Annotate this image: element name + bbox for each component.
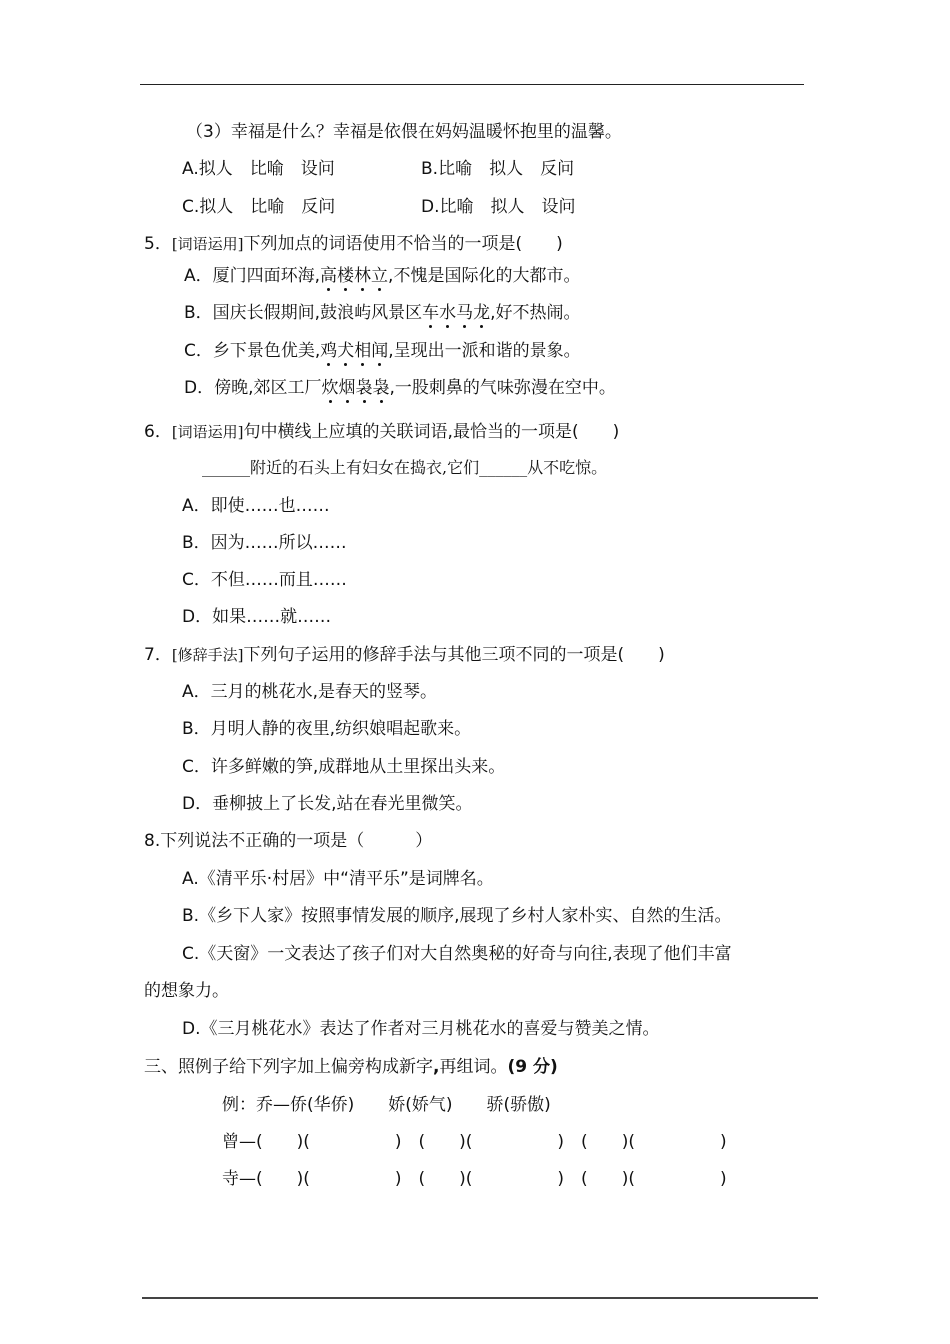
q7-option-b: B．月明人静的夜里,纺织娘唱起歌来。 — [182, 719, 472, 739]
emphasis-char: 炊 — [321, 378, 339, 398]
q5-heading — [144, 232, 563, 256]
emphasis-char: 高 — [320, 266, 338, 286]
emphasis-char: 犬 — [337, 341, 355, 361]
emphasis-char: 袅 — [355, 378, 373, 398]
q5-option-d — [184, 376, 616, 400]
q8-option-a: A.《清平乐·村居》中“清平乐”是词牌名。 — [182, 869, 494, 889]
q6-sentence: ______附近的石头上有妇女在捣衣,它们______从不吃惊。 — [202, 458, 608, 477]
top-rule — [140, 84, 804, 85]
q5-option-d-dotted — [322, 378, 390, 398]
q5-option-d-post: ,一股刺鼻的气味弥漫在空中。 — [389, 378, 616, 398]
q5-number: 5． — [144, 234, 172, 254]
q5-tag: [词语运用] — [171, 235, 244, 253]
emphasis-char: 立 — [371, 266, 389, 286]
q8-heading: 8.下列说法不正确的一项是（ ） — [144, 831, 433, 851]
q5-option-a — [184, 264, 580, 288]
q5-option-c-post: ,呈现出一派和谐的景象。 — [388, 341, 581, 361]
q4-3-option-d: D.比喻 拟人 设问 — [421, 197, 576, 217]
emphasis-char: 龙 — [473, 303, 491, 323]
emphasis-char: 袅 — [372, 378, 390, 398]
q5-option-b — [184, 301, 580, 325]
section3-comma: , — [433, 1057, 440, 1077]
q7-heading — [144, 643, 665, 667]
q5-option-a-post: ,不愧是国际化的大都市。 — [388, 266, 581, 286]
q5-option-b-dotted — [422, 303, 490, 323]
q8-option-b: B.《乡下人家》按照事情发展的顺序,展现了乡村人家朴实、自然的生活。 — [182, 906, 732, 926]
section3-example: 例：乔—侨(华侨) 娇(娇气) 骄(骄傲) — [222, 1095, 551, 1115]
q8-option-c: C.《天窗》一文表达了孩子们对大自然奥秘的好奇与向往,表现了他们丰富 — [182, 944, 732, 964]
q7-option-c: C．许多鲜嫩的笋,成群地从土里探出头来。 — [182, 757, 506, 777]
q5-option-c — [184, 339, 581, 363]
q6-stem: 句中横线上应填的关联词语,最恰当的一项是( ) — [243, 422, 620, 442]
q6-option-a: A．即使……也…… — [182, 496, 330, 516]
q6-heading — [144, 420, 619, 444]
section3-score: (9 分) — [507, 1057, 558, 1077]
q7-number: 7． — [144, 645, 172, 665]
q5-option-a-dotted — [320, 266, 388, 286]
emphasis-char: 烟 — [338, 378, 356, 398]
emphasis-char: 相 — [354, 341, 372, 361]
section3-title: 三、照例子给下列字加上偏旁构成新字 — [144, 1057, 433, 1077]
emphasis-char: 闻 — [371, 341, 389, 361]
q6-option-b: B．因为……所以…… — [182, 533, 347, 553]
q4-3-option-b: B.比喻 拟人 反问 — [421, 159, 575, 179]
q5-option-d-pre: D．傍晚,郊区工厂 — [184, 378, 322, 398]
q4-3-stem: （3）幸福是什么？幸福是依偎在妈妈温暖怀抱里的温馨。 — [186, 122, 622, 142]
emphasis-char: 楼 — [337, 266, 355, 286]
q5-option-a-pre: A．厦门四面环海, — [184, 266, 321, 286]
q4-3-option-c: C.拟人 比喻 反问 — [182, 197, 336, 217]
q6-option-c: C．不但……而且…… — [182, 570, 347, 590]
section3-title-end: 再组词。 — [439, 1057, 508, 1077]
q7-option-d: D．垂柳披上了长发,站在春光里微笑。 — [182, 794, 473, 814]
emphasis-char: 车 — [422, 303, 440, 323]
q8-option-c-continued: 的想象力。 — [144, 981, 229, 1001]
section3-row-ceng: 曾—( )( ) ( )( ) ( )( ) — [222, 1132, 727, 1152]
q5-stem: 下列加点的词语使用不恰当的一项是( ) — [243, 234, 563, 254]
emphasis-char: 林 — [354, 266, 372, 286]
q6-tag: [词语运用] — [171, 423, 244, 441]
q5-option-c-pre: C．乡下景色优美, — [184, 341, 321, 361]
q7-option-a: A．三月的桃花水,是春天的竖琴。 — [182, 682, 438, 702]
section3-row-si: 寺—( )( ) ( )( ) ( )( ) — [222, 1169, 727, 1189]
q8-option-d: D.《三月桃花水》表达了作者对三月桃花水的喜爱与赞美之情。 — [182, 1019, 660, 1039]
emphasis-char: 水 — [439, 303, 457, 323]
emphasis-char: 马 — [456, 303, 474, 323]
section3-heading — [144, 1055, 558, 1079]
q4-3-option-a: A.拟人 比喻 设问 — [182, 159, 335, 179]
emphasis-char: 鸡 — [320, 341, 338, 361]
bottom-rule — [142, 1297, 818, 1299]
q5-option-b-post: ,好不热闹。 — [490, 303, 581, 323]
q5-option-c-dotted — [320, 341, 388, 361]
q6-number: 6． — [144, 422, 172, 442]
q7-tag: [修辞手法] — [171, 646, 244, 664]
q5-option-b-pre: B．国庆长假期间,鼓浪屿风景区 — [184, 303, 423, 323]
q6-option-d: D．如果……就…… — [182, 607, 332, 627]
q7-stem: 下列句子运用的修辞手法与其他三项不同的一项是( ) — [243, 645, 665, 665]
